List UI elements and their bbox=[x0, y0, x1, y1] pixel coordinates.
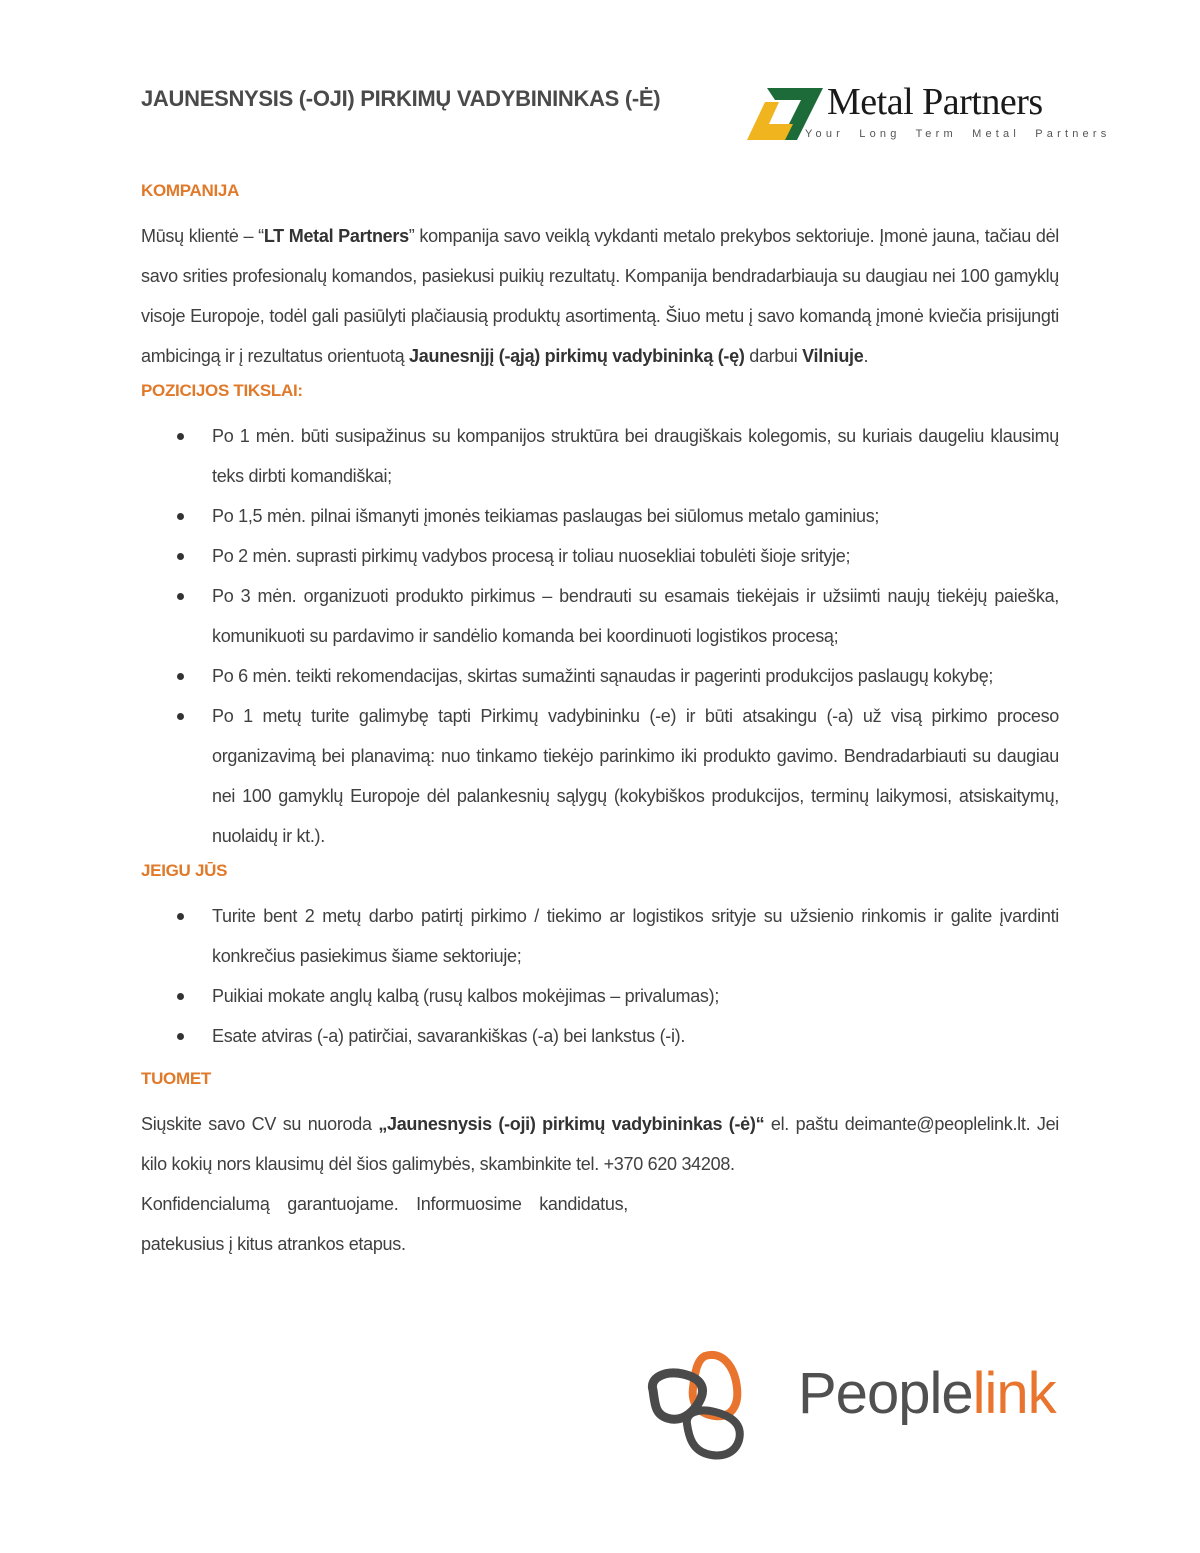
bullet-icon bbox=[177, 913, 184, 920]
list-item bbox=[141, 1016, 1059, 1056]
bullet-icon bbox=[177, 1033, 184, 1040]
list-item bbox=[141, 896, 1059, 976]
list-item-text: Esate atviras (-a) patirčiai, savarankiškas (-a) bei lankstus (-i). bbox=[212, 1026, 686, 1046]
text-run: el. paštu bbox=[764, 1114, 845, 1134]
bullet-icon bbox=[177, 513, 184, 520]
document-body bbox=[141, 176, 1059, 1264]
metal-partners-name: Metal Partners bbox=[827, 81, 1043, 123]
application-instructions bbox=[141, 1104, 1059, 1184]
list-item bbox=[141, 976, 1059, 1016]
requirements-list bbox=[141, 896, 1059, 1056]
bullet-icon bbox=[177, 713, 184, 720]
list-item bbox=[141, 656, 1059, 696]
list-item-text: Po 1 mėn. būti susipažinus su kompanijos struktūra bei draugiškais kolegomis, su kuriais daugeliu klausimų teks dirbti komandiškai; bbox=[212, 426, 1059, 486]
text-run: . Jei kilo kokių nors klausimų dėl šios galimybės, skambinkite tel. +370 620 34208. bbox=[141, 1114, 1060, 1174]
tuomet-section bbox=[141, 1064, 1059, 1264]
list-item-text: Po 6 mėn. teikti rekomendacijas, skirtas sumažinti sąnaudas ir pagerinti produkcijos paslaugų kokybę; bbox=[212, 666, 994, 686]
location: Vilniuje bbox=[802, 346, 864, 366]
list-item-text: Po 1 metų turite galimybę tapti Pirkimų vadybininku (-e) ir būti atsakingu (-a) už visą pirkimo proceso organizavimą bei planavimą: nuo tinkamo tiekėjo parinkimo iki produkto gavimo. Bendradarbiauti su daugiau nei 100 gamyklų Europoje dėl palankesnių sąlygų (kokybiškos produkcijos, terminų laikymosi, atsiskaitymų, nuolaidų ir kt.). bbox=[212, 706, 1059, 846]
peoplelink-emblem-icon bbox=[643, 1348, 763, 1463]
text-run: darbui bbox=[744, 346, 803, 366]
text-run: Siųskite savo CV su nuoroda bbox=[141, 1114, 379, 1134]
bullet-icon bbox=[177, 993, 184, 1000]
confidentiality-note: Konfidencialumą garantuojame. Informuosime kandidatus, patekusius į kitus atrankos etapus. bbox=[141, 1194, 628, 1254]
list-item bbox=[141, 696, 1059, 856]
bullet-icon bbox=[177, 433, 184, 440]
list-item-text: Puikiai mokate anglų kalbą (rusų kalbos mokėjimas – privalumas); bbox=[212, 986, 720, 1006]
section-heading-tikslai: POZICIJOS TIKSLAI: bbox=[141, 381, 303, 400]
list-item-text: Turite bent 2 metų darbo patirtį pirkimo / tiekimo ar logistikos srityje su užsienio rinkomis ir galite įvardinti konkrečius pasiekimus šiame sektoriuje; bbox=[212, 906, 1059, 966]
goals-list bbox=[141, 416, 1059, 856]
text-run: Mūsų klientė – “ bbox=[141, 226, 264, 246]
bullet-icon bbox=[177, 593, 184, 600]
bullet-icon bbox=[177, 673, 184, 680]
page-title: JAUNESNYSIS (-OJI) PIRKIMŲ VADYBININKAS (-Ė) bbox=[141, 86, 661, 111]
bullet-icon bbox=[177, 553, 184, 560]
list-item bbox=[141, 496, 1059, 536]
client-name: LT Metal Partners bbox=[263, 226, 409, 246]
reference-title: „Jaunesnysis (-oji) pirkimų vadybininkas (-ė)“ bbox=[378, 1114, 765, 1134]
metal-partners-logo bbox=[745, 81, 1111, 148]
peoplelink-name bbox=[798, 1360, 1056, 1427]
company-description bbox=[141, 216, 1059, 376]
list-item-text: Po 3 mėn. organizuoti produkto pirkimus – bendrauti su esamais tiekėjais ir užsiimti naujų tiekėjų paieška, komunikuoti su pardavimo ir sandėlio komanda bei koordinuoti logistikos procesą; bbox=[212, 586, 1059, 646]
list-item bbox=[141, 576, 1059, 656]
peoplelink-name-main: People bbox=[798, 1361, 973, 1426]
email-link[interactable]: deimante@peoplelink.lt bbox=[844, 1114, 1026, 1134]
position-name: Jaunesnįjį (-ąją) pirkimų vadybininką (-ę) bbox=[409, 346, 745, 366]
section-heading-jeigu: JEIGU JŪS bbox=[141, 861, 228, 880]
peoplelink-logo bbox=[643, 1348, 1063, 1463]
metal-partners-tagline: Your Long Term Metal Partners bbox=[805, 128, 1111, 140]
section-heading-kompanija: KOMPANIJA bbox=[141, 181, 240, 200]
peoplelink-name-accent: link bbox=[972, 1361, 1056, 1426]
section-heading-tuomet: TUOMET bbox=[141, 1069, 211, 1088]
list-item bbox=[141, 536, 1059, 576]
list-item bbox=[141, 416, 1059, 496]
text-run: . bbox=[863, 346, 869, 366]
text-run: ” kompanija savo veiklą vykdanti metalo prekybos sektoriuje. Įmonė jauna, tačiau dėl savo srities profesionalų komandos, pasiekusi puikių rezultatų. Kompanija bendradarbiauja su daugiau nei 100 gamyklų visoje Europoje, todėl gali pasiūlyti plačiausią produktų asortimentą. Šiuo metu į savo komandą įmonė kviečia prisijungti ambicingą ir į rezultatus orientuotą bbox=[141, 226, 1059, 366]
list-item-text: Po 2 mėn. suprasti pirkimų vadybos procesą ir toliau nuosekliai tobulėti šioje srityje; bbox=[212, 546, 851, 566]
list-item-text: Po 1,5 mėn. pilnai išmanyti įmonės teikiamas paslaugas bei siūlomus metalo gaminius; bbox=[212, 506, 880, 526]
